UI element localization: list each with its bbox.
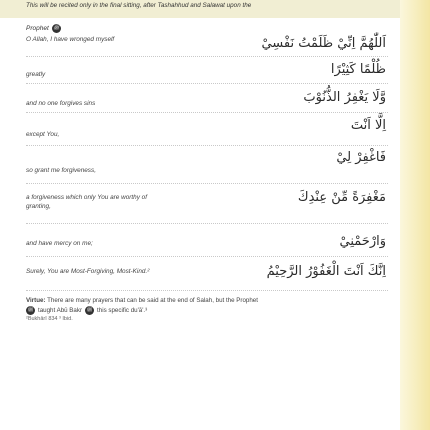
- dua-row: [26, 262, 386, 282]
- salawat-seal-icon: ﷺ: [53, 25, 60, 31]
- dua-english: a forgiveness which only You are worthy of granting,: [26, 194, 148, 210]
- virtue-label: Virtue:: [26, 297, 46, 304]
- row-divider: [26, 183, 388, 184]
- dua-english: greatly: [26, 71, 46, 78]
- dua-arabic: ظُلْمًا كَثِيْرًا: [330, 62, 386, 77]
- dua-row: [26, 36, 386, 56]
- radiallahu-seal-icon: ﷺ: [86, 307, 93, 313]
- row-divider: [26, 290, 388, 291]
- virtue-line-2: [26, 306, 388, 315]
- virtue-text-2a: taught Abū Bakr: [38, 307, 83, 314]
- row-divider: [26, 256, 388, 257]
- salawat-seal-icon: ﷺ: [27, 307, 34, 313]
- row-divider: [26, 112, 388, 113]
- footnotes: ²Bukhārī 834 ³ Ibid.: [26, 316, 73, 322]
- header-note: This will be recited only in the final sitting, after Tashahhud and Salawat upon the: [26, 2, 252, 9]
- dua-english: so grant me forgiveness,: [26, 167, 96, 174]
- dua-english: except You,: [26, 131, 60, 138]
- dua-arabic: وَّلَا يَغْفِرُ الذُّنُوْبَ: [303, 90, 386, 105]
- dua-arabic: اِنَّكَ اَنْتَ الْغَفُوْرُ الرَّحِيْمُ: [266, 264, 386, 279]
- dua-english: and no one forgives sins: [26, 100, 96, 107]
- dua-row: [26, 186, 386, 216]
- header-band: [0, 0, 430, 18]
- virtue-line: [26, 296, 388, 305]
- dua-english: Surely, You are Most-Forgiving, Most-Kind.²: [26, 268, 150, 275]
- prophet-line: [26, 24, 61, 33]
- row-divider: [26, 145, 388, 146]
- dua-arabic: اِلَّا اَنْتَ: [350, 118, 386, 133]
- prophet-label: Prophet: [26, 25, 49, 32]
- dua-english: and have mercy on me;: [26, 240, 93, 247]
- dua-arabic: وَارْحَمْنِيْ: [339, 234, 386, 249]
- dua-arabic: اَللّٰهُمَّ اِنِّيْ ظَلَمْتُ نَفْسِيْ: [261, 36, 386, 51]
- dua-english: O Allah, I have wronged myself: [26, 36, 115, 43]
- row-divider: [26, 223, 388, 224]
- row-divider: [26, 83, 388, 84]
- page-edge-strip: [400, 0, 430, 430]
- dua-row: [26, 228, 386, 248]
- virtue-text: There are many prayers that can be said at the end of Salah, but the Prophet: [47, 297, 258, 304]
- dua-row: [26, 118, 386, 138]
- dua-row: [26, 90, 386, 110]
- dua-row: [26, 150, 386, 174]
- virtue-note: [26, 296, 388, 324]
- dua-arabic: مَغْفِرَةً مِّنْ عِنْدِكَ: [297, 190, 386, 205]
- row-divider: [26, 56, 388, 57]
- virtue-text-2b: this specific du'ā'.³: [97, 307, 148, 314]
- dua-arabic: فَاغْفِرْ لِيْ: [336, 150, 386, 165]
- dua-row: [26, 62, 386, 82]
